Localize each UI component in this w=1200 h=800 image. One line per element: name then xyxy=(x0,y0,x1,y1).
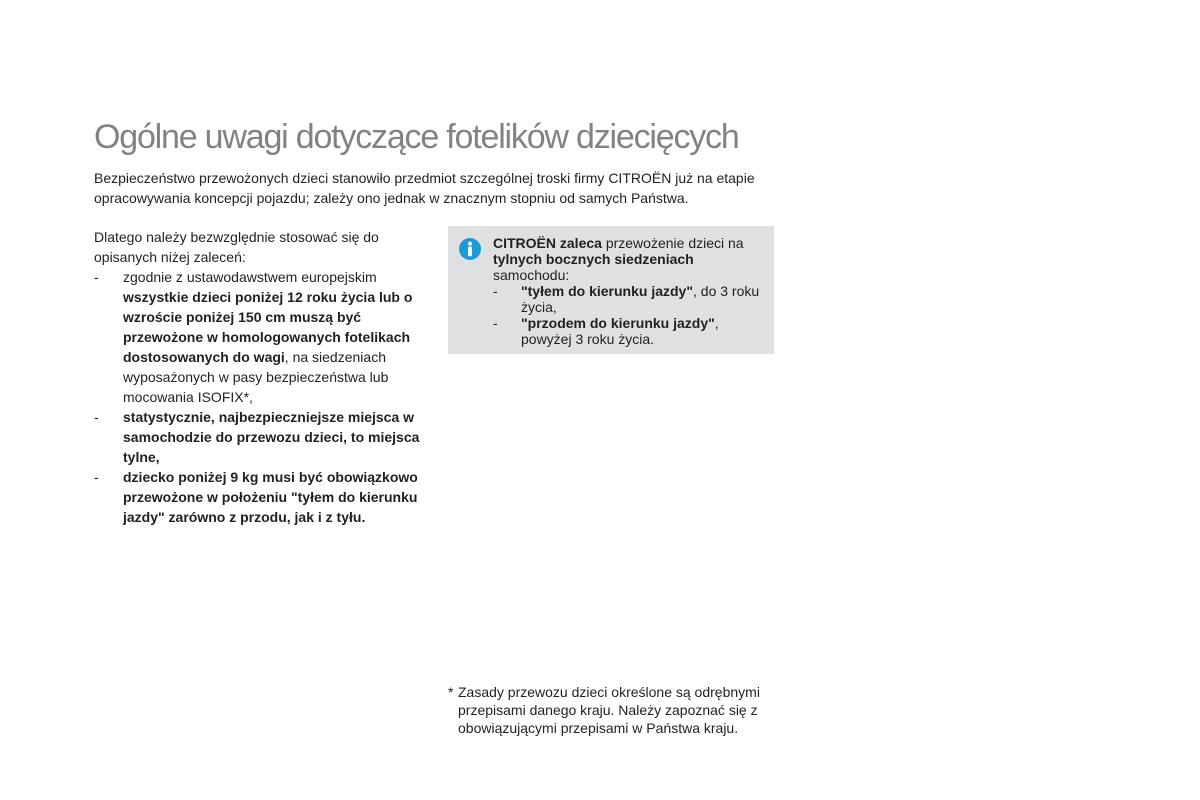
info-box xyxy=(448,226,774,354)
info-item-2 xyxy=(493,315,762,347)
recommendation-item-1 xyxy=(94,267,424,407)
info-list xyxy=(493,283,762,347)
recommendation-1-rest: , na siedzeniach wyposażonych w pasy bezpieczeństwa lub mocowania ISOFIX*, xyxy=(123,349,389,405)
info-item-2-rest: , powyżej 3 roku życia. xyxy=(521,315,719,347)
info-recommendation xyxy=(493,235,762,283)
recommendations-column xyxy=(94,227,424,527)
recommendation-2-emphasis: statystycznie, najbezpieczniejsze miejsca w samochodzie do przewozu dzieci, to miejsca tylne, xyxy=(123,409,420,465)
info-icon xyxy=(459,238,481,260)
recommendation-1-emphasis: wszystkie dzieci poniżej 12 roku życia lub o wzroście poniżej 150 cm muszą być przewożone w homologowanych fotelikach dostosowanych do wagi xyxy=(123,289,413,365)
info-item-1-emphasis: "tyłem do kierunku jazdy" xyxy=(521,283,693,299)
info-brand-recommends: CITROËN zaleca xyxy=(493,235,602,251)
page-title: Ogólne uwagi dotyczące fotelików dziecięcych xyxy=(94,118,739,156)
info-seats-emphasis: tylnych bocznych siedzeniach xyxy=(493,251,694,267)
footnote-marker: * xyxy=(448,684,454,700)
recommendations-lead: Dlatego należy bezwzględnie stosować się do opisanych niżej zaleceń: xyxy=(94,229,379,265)
info-item-1-rest: , do 3 roku życia, xyxy=(521,283,760,315)
info-item-1 xyxy=(493,283,762,315)
footnote-text: Zasady przewozu dzieci określone są odrębnymi przepisami danego kraju. Należy zapoznać się z obowiązującymi przepisami w Państwa kraju. xyxy=(458,684,760,736)
footnote xyxy=(448,683,778,737)
recommendations-list xyxy=(94,267,424,527)
info-item-2-emphasis: "przodem do kierunku jazdy" xyxy=(521,315,715,331)
recommendation-3-emphasis: dziecko poniżej 9 kg musi być obowiązkowo przewożone w położeniu "tyłem do kierunku jazdy" zarówno z przodu, jak i z tyłu. xyxy=(123,469,418,525)
info-text-mid: przewożenie dzieci na xyxy=(601,235,744,251)
recommendation-item-3 xyxy=(94,467,424,527)
info-text-end: samochodu: xyxy=(493,267,570,283)
intro-paragraph: Bezpieczeństwo przewożonych dzieci stanowiło przedmiot szczególnej troski firmy CITROËN już na etapie opracowywania koncepcji pojazdu; zależy ono jednak w znacznym stopniu od samych Państwa. xyxy=(94,170,755,206)
recommendation-1-intro: zgodnie z ustawodawstwem europejskim xyxy=(123,269,377,285)
recommendation-item-2 xyxy=(94,407,424,467)
